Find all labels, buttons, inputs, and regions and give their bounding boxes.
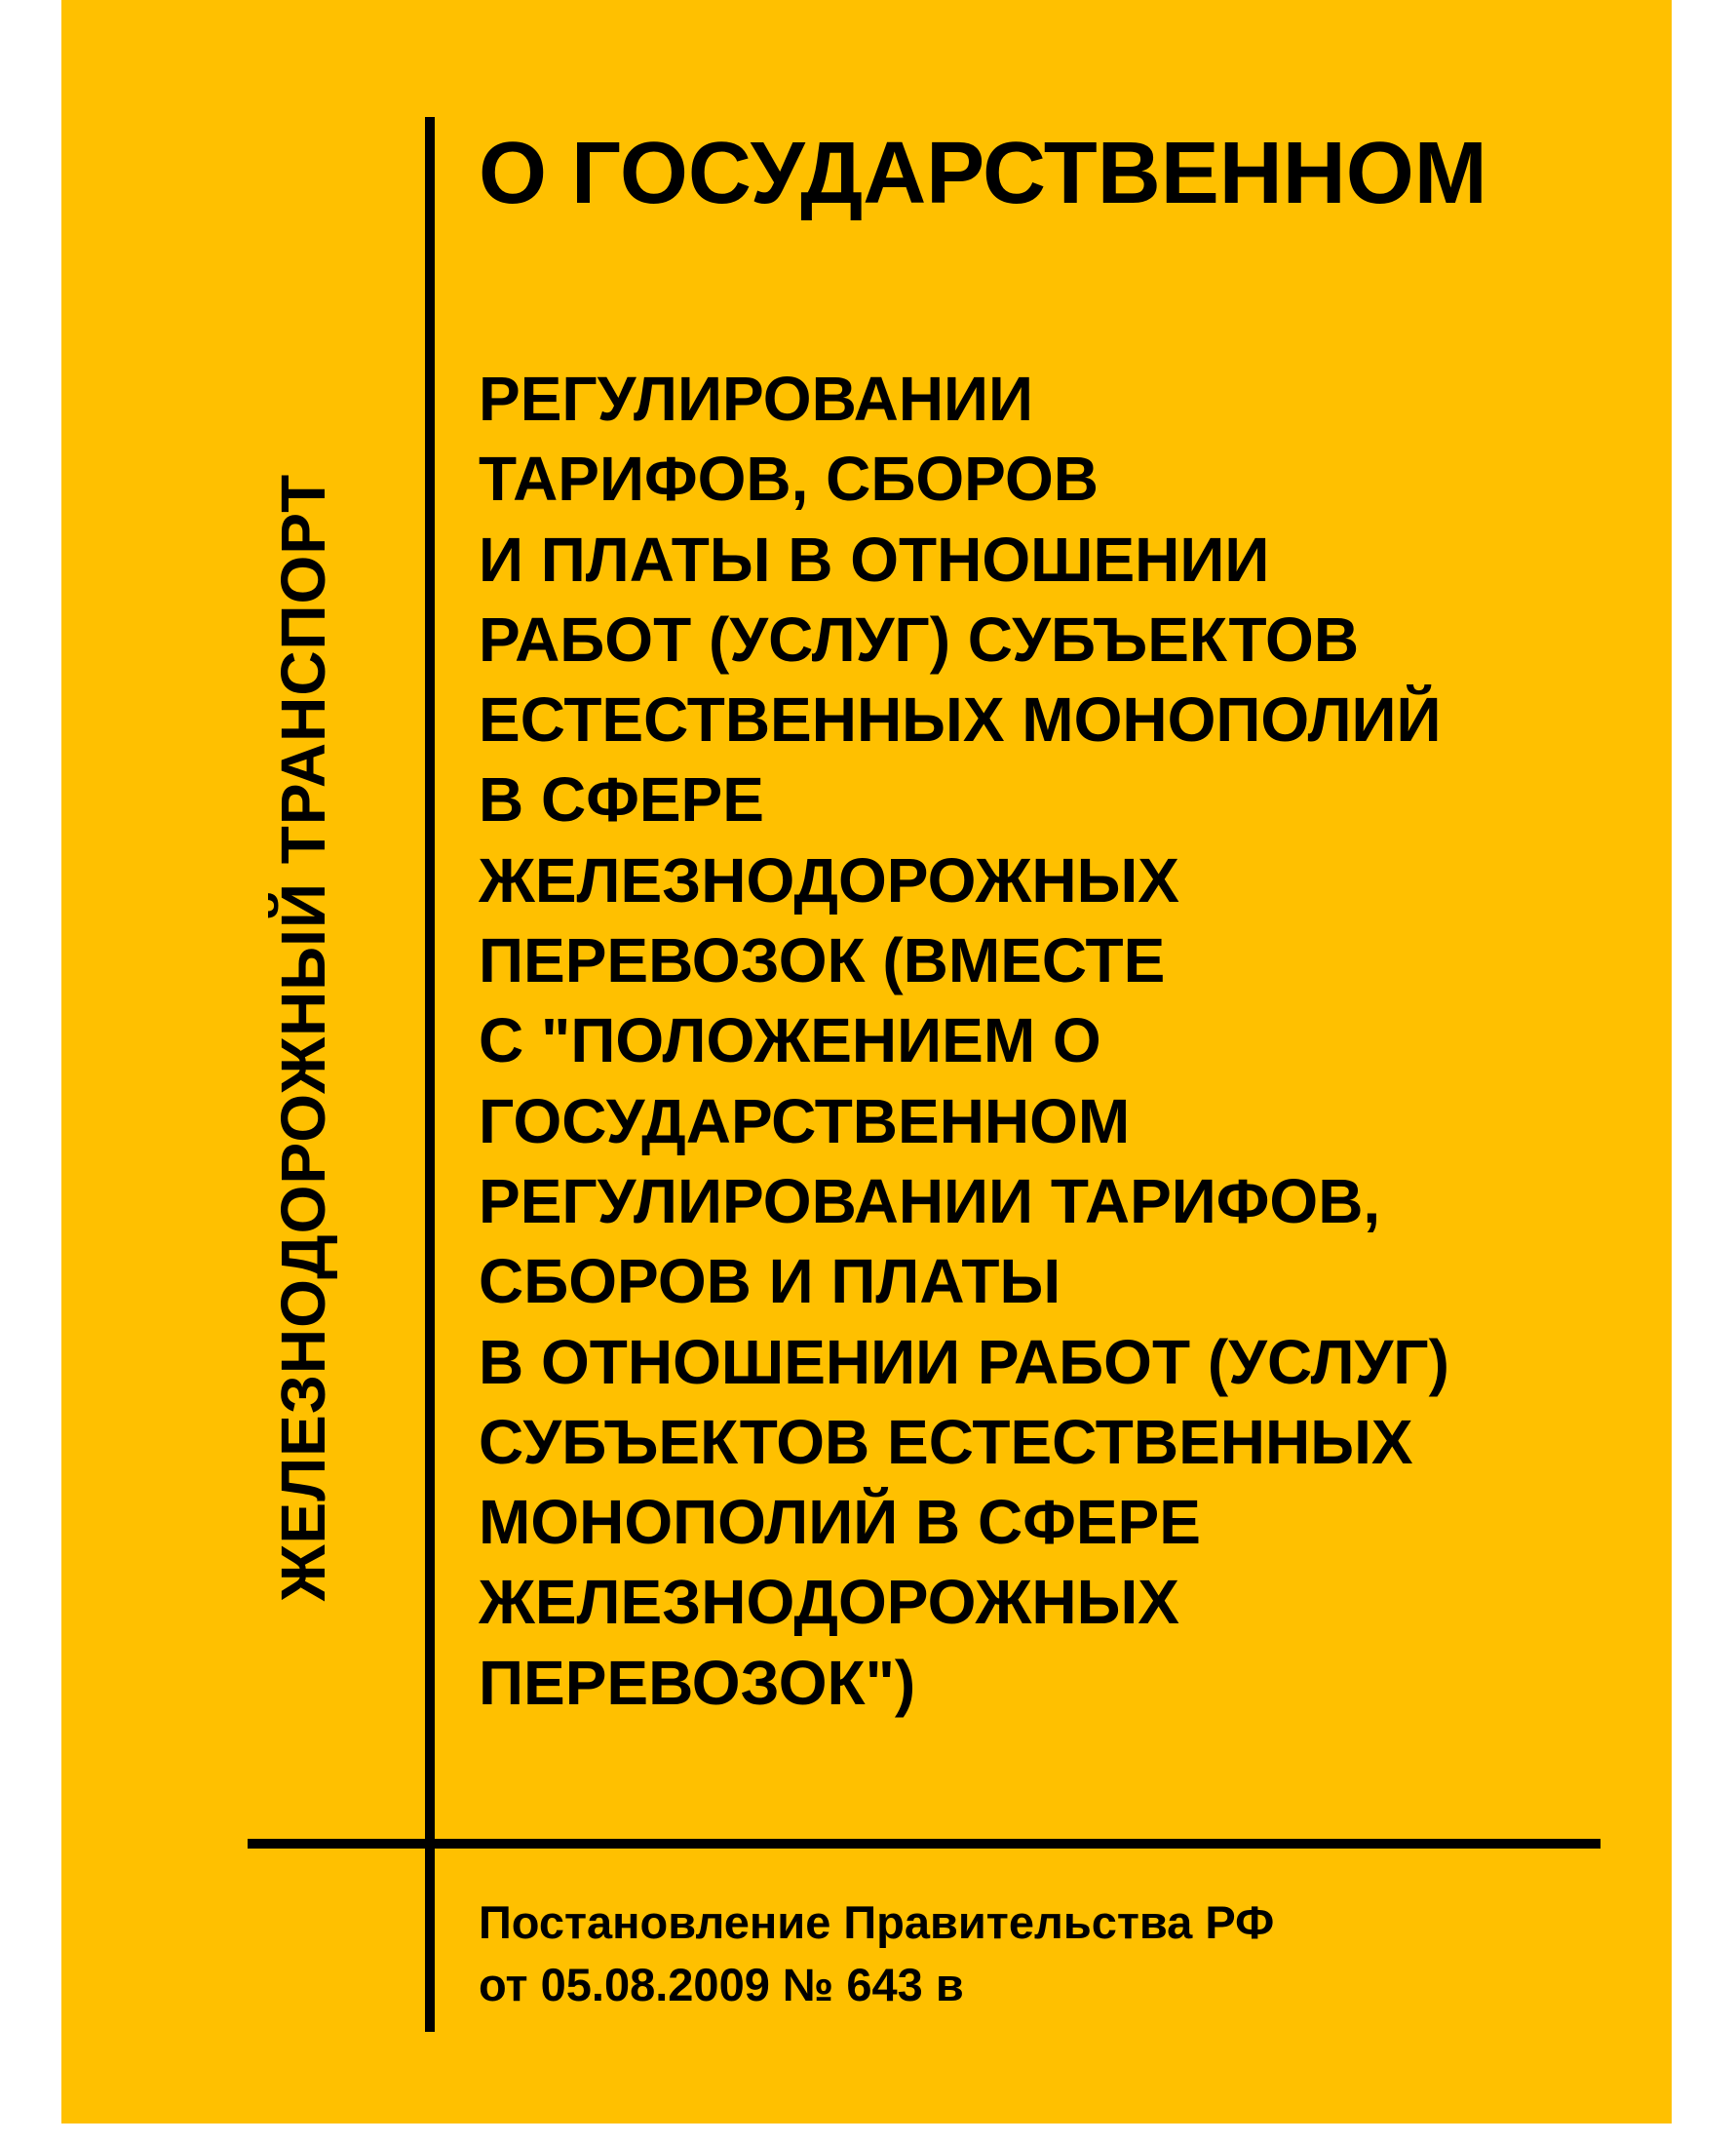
title-line: РЕГУЛИРОВАНИИ [479,364,1034,434]
title-line: ТАРИФОВ, СБОРОВ [479,444,1099,515]
title-line: С "ПОЛОЖЕНИЕМ О [479,1005,1101,1076]
title-line: ЖЕЛЕЗНОДОРОЖНЫХ [479,844,1179,916]
title-line: ПЕРЕВОЗОК (ВМЕСТЕ [479,925,1166,996]
spine-title: ЖЕЛЕЗНОДОРОЖНЫЙ ТРАНСПОРТ [268,473,338,1602]
title-line: ГОСУДАРСТВЕННОМ [479,1085,1131,1156]
cover-footer [479,1891,1274,2016]
title-line: МОНОПОЛИЙ В СФЕРЕ [479,1487,1201,1558]
book-cover [61,0,1672,2124]
title-line: И ПЛАТЫ В ОТНОШЕНИИ [479,524,1270,595]
title-line: СУБЪЕКТОВ ЕСТЕСТВЕННЫХ [479,1406,1413,1477]
title-line: РАБОТ (УСЛУГ) СУБЪЕКТОВ [479,604,1360,675]
title-line: ПЕРЕВОЗОК") [479,1647,916,1718]
cover-title-body [479,359,1449,1723]
title-line: В СФЕРЕ [479,764,764,836]
title-line: ЕСТЕСТВЕННЫХ МОНОПОЛИЙ [479,684,1442,756]
title-line: СБОРОВ И ПЛАТЫ [479,1246,1061,1317]
cover-title-main: О ГОСУДАРСТВЕННОМ [479,125,1487,222]
title-line: РЕГУЛИРОВАНИИ ТАРИФОВ, [479,1165,1381,1236]
decree-name: Постановление Правительства РФ [479,1896,1275,1948]
horizontal-divider [248,1839,1601,1849]
title-line: ЖЕЛЕЗНОДОРОЖНЫХ [479,1567,1179,1638]
title-line: В ОТНОШЕНИИ РАБОТ (УСЛУГ) [479,1326,1449,1397]
decree-date: от 05.08.2009 № 643 в [479,1959,964,2010]
vertical-divider [425,117,435,2032]
